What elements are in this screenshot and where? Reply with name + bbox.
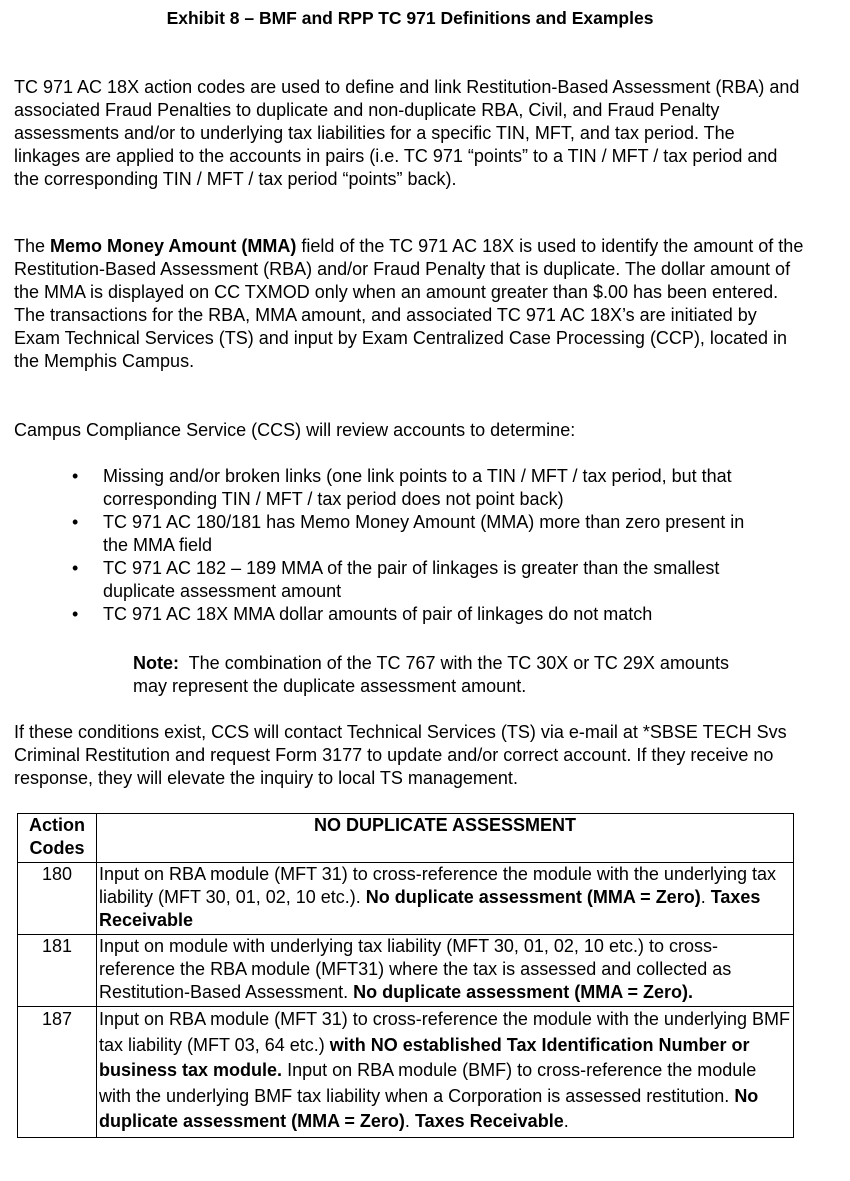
- text: Input on RBA module (MFT 31) to cross-reference the module with the underlying tax liability (MFT 30, 01, 02, 10 etc.).: [99, 864, 777, 907]
- text: field of the TC 971 AC 18X is used to identify the amount of the Restitution-Based Assessment (RBA) and/or Fraud Penalty that is duplicate. The dollar amount of the MMA is displayed on CC TXMOD only when an amount greater than $.00 has been entered. The transactions for the RBA, MMA amount, and associated TC 971 AC 18X’s are initiated by Exam Technical Services (TS) and input by Exam Centralized Case Processing (CCP), located in the Memphis Campus.: [14, 236, 804, 371]
- text: Input on module with underlying tax liability (MFT 30, 01, 02, 10 etc.) to cross-reference the RBA module (MFT31) where the tax is assessed and collected as Restitution-Based Assessment.: [99, 936, 732, 1002]
- note-label: Note:: [133, 653, 179, 673]
- page-title: Exhibit 8 – BMF and RPP TC 971 Definitions and Examples: [166, 8, 654, 28]
- header-action-codes: Action Codes: [18, 814, 97, 863]
- text: Input on RBA module (MFT 31) to cross-reference the module with the underlying BMF tax liability (MFT 03, 64 etc.): [99, 1009, 790, 1055]
- list-item: [72, 557, 772, 603]
- list-item: [72, 465, 772, 511]
- list-item-text: Missing and/or broken links (one link points to a TIN / MFT / tax period, but that corresponding TIN / MFT / tax period does not point back): [103, 466, 732, 509]
- description: [97, 863, 794, 935]
- list-item: [72, 603, 772, 626]
- table-row: [18, 863, 794, 935]
- list-item-text: TC 971 AC 18X MMA dollar amounts of pair of linkages do not match: [103, 604, 653, 624]
- bullet-icon: •: [72, 604, 79, 624]
- review-list: [72, 465, 772, 626]
- bold-text: No duplicate assessment (MMA = Zero).: [353, 982, 694, 1002]
- note-text: The combination of the TC 767 with the TC 30X or TC 29X amounts may represent the duplicate assessment amount.: [133, 653, 734, 696]
- text: Input on RBA module (BMF) to cross-reference the module with the underlying BMF tax liability when a Corporation is assessed restitution.: [99, 1060, 757, 1106]
- bullet-icon: •: [72, 558, 79, 578]
- action-code: 187: [18, 1007, 97, 1138]
- text: .: [404, 1111, 415, 1131]
- description: [97, 935, 794, 1007]
- bullet-icon: •: [72, 466, 79, 486]
- mma-paragraph: [14, 235, 804, 373]
- list-item-text: TC 971 AC 182 – 189 MMA of the pair of linkages is greater than the smallest duplicate assessment amount: [103, 558, 720, 601]
- table-header-row: [18, 814, 794, 863]
- list-item-text: TC 971 AC 180/181 has Memo Money Amount (MMA) more than zero present in the MMA field: [103, 512, 745, 555]
- conditions-paragraph: If these conditions exist, CCS will contact Technical Services (TS) via e-mail at *SBSE TECH Svs Criminal Restitution and request Form 3177 to update and/or correct account. If they receive no response, they will elevate the inquiry to local TS management.: [14, 722, 787, 788]
- table-row: [18, 935, 794, 1007]
- action-code: 181: [18, 935, 97, 1007]
- table-row: [18, 1007, 794, 1138]
- bold-text: Taxes Receivable: [99, 887, 761, 930]
- header-no-duplicate-assessment: NO DUPLICATE ASSESSMENT: [97, 814, 794, 863]
- text: .: [563, 1111, 569, 1131]
- action-codes-table: [17, 813, 794, 1138]
- bold-text: No duplicate assessment (MMA = Zero): [365, 887, 701, 907]
- bold-text: No duplicate assessment (MMA = Zero): [99, 1085, 759, 1131]
- note: [133, 652, 753, 698]
- list-item: [72, 511, 772, 557]
- mma-term: Memo Money Amount (MMA): [50, 236, 297, 256]
- bold-text: Taxes Receivable: [414, 1111, 564, 1131]
- intro-paragraph: TC 971 AC 18X action codes are used to define and link Restitution-Based Assessment (RBA) and associated Fraud Penalties to duplicate and non-duplicate RBA, Civil, and Fraud Penalty assessments and/or to underlying tax liabilities for a specific TIN, MFT, and tax period. The linkages are applied to the accounts in pairs (i.e. TC 971 “points” to a TIN / MFT / tax period and the corresponding TIN / MFT / tax period “points” back).: [14, 77, 800, 189]
- text: .: [700, 887, 711, 907]
- text: The: [14, 236, 51, 256]
- description: [97, 1007, 794, 1138]
- bold-text: with NO established Tax Identification Number or business tax module.: [99, 1034, 750, 1080]
- bullet-icon: •: [72, 512, 79, 532]
- ccs-paragraph: Campus Compliance Service (CCS) will review accounts to determine:: [14, 420, 576, 440]
- action-code: 180: [18, 863, 97, 935]
